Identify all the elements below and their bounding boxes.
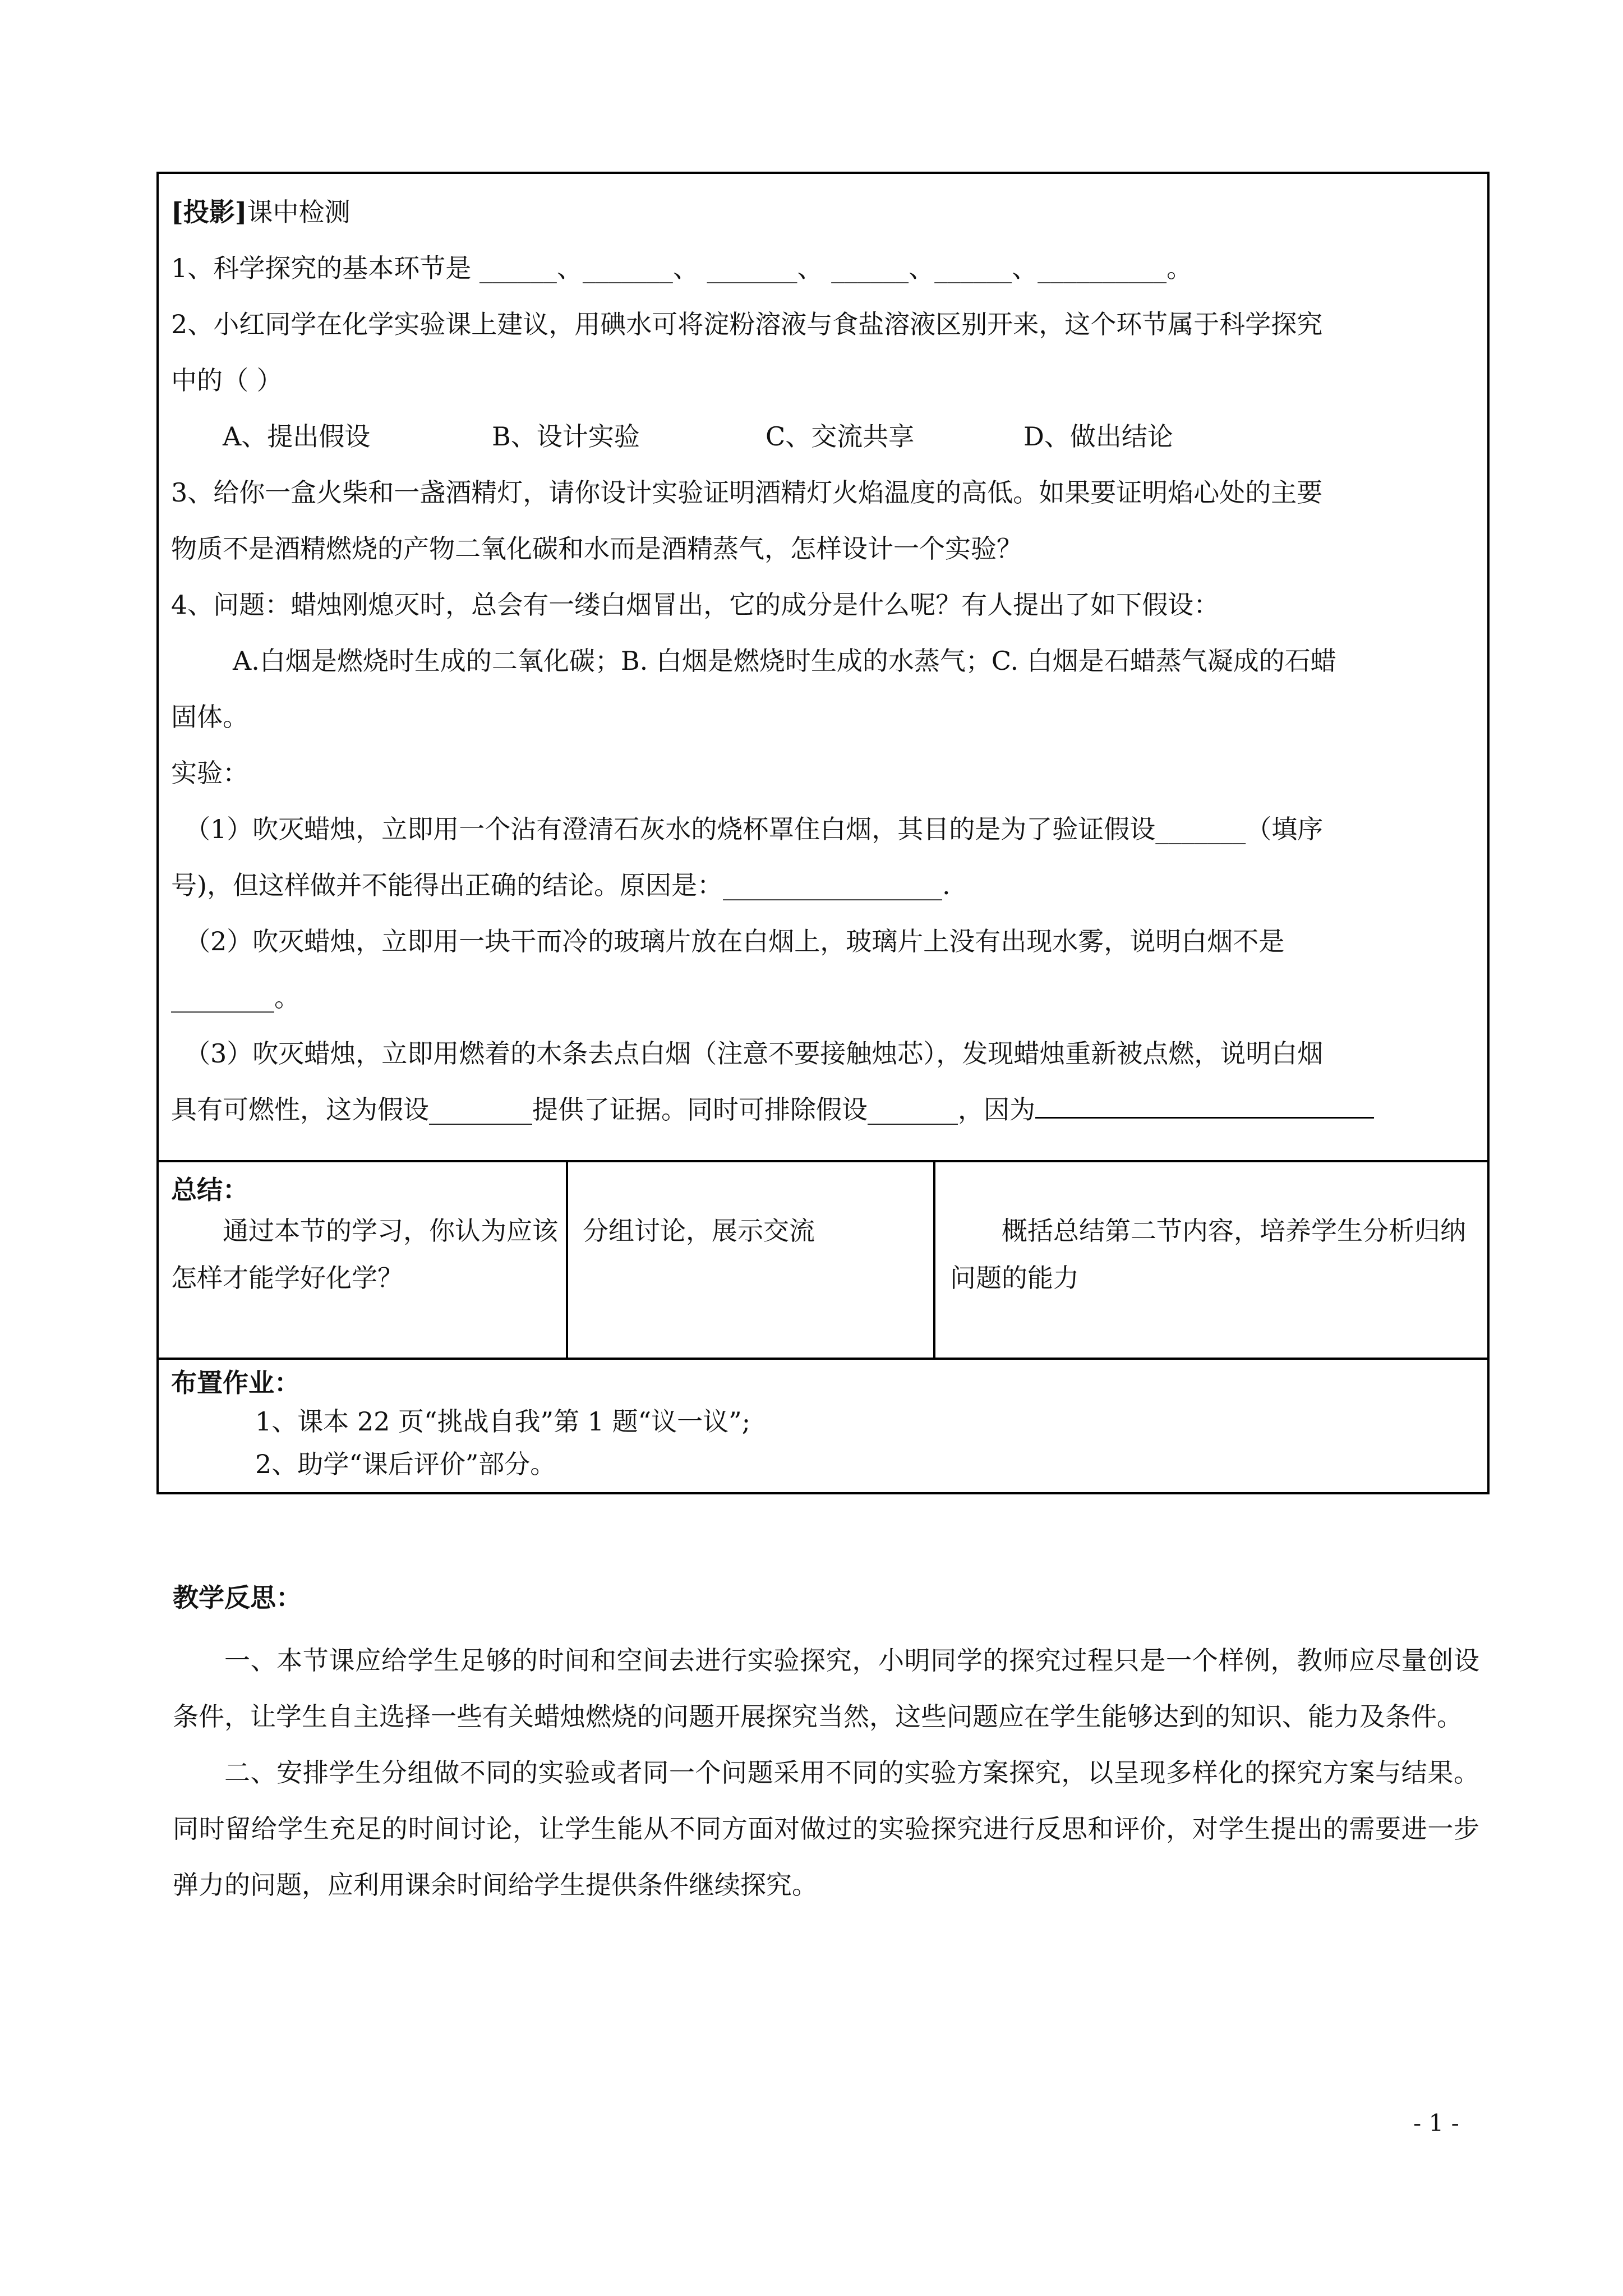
reflection-heading: 教学反思： bbox=[173, 1582, 302, 1613]
homework-item-1: 1、课本 22 页“挑战自我”第 1 题“议一议”; bbox=[255, 1406, 751, 1437]
in-class-test-cell bbox=[158, 173, 1488, 1161]
question-4-line-2: A.白烟是燃烧时生成的二氧化碳；B. 白烟是燃烧时生成的水蒸气；C. 白烟是石蜡蒸气凝成的石蜡 bbox=[233, 646, 1336, 676]
option-c: C、交流共享 bbox=[766, 421, 915, 452]
summary-question: 通过本节的学习，你认为应该怎样才能学好化学？ bbox=[171, 1216, 558, 1293]
test-heading-rest: 课中检测 bbox=[247, 197, 351, 227]
experiment-3-line-2-text: 具有可燃性，这为假设________提供了证据。同时可排除假设_______，因为 bbox=[171, 1094, 1035, 1125]
question-2-line-1: 2、小红同学在化学实验课上建议，用碘水可将淀粉溶液与食盐溶液区别开来，这个环节属于科学探究 bbox=[171, 309, 1323, 339]
experiment-label: 实验： bbox=[171, 758, 248, 788]
question-2-line-2: 中的（ ） bbox=[171, 365, 283, 395]
summary-middle-cell bbox=[567, 1161, 934, 1359]
summary-right-cell bbox=[934, 1161, 1488, 1359]
lesson-table bbox=[156, 172, 1490, 1494]
option-a: A、提出假设 bbox=[223, 421, 371, 452]
summary-purpose: 概括总结第二节内容，培养学生分析归纳问题的能力 bbox=[950, 1216, 1466, 1293]
homework-heading: 布置作业： bbox=[171, 1368, 300, 1398]
teaching-reflection bbox=[173, 1570, 1479, 1913]
experiment-3-line-2 bbox=[171, 1082, 1475, 1138]
question-2-options bbox=[171, 408, 1475, 464]
experiment-3-line-1: （3）吹灭蜡烛，立即用燃着的木条去点白烟（注意不要接触烛芯），发现蜡烛重新被点燃，说明白烟 bbox=[185, 1038, 1324, 1069]
question-4-line-3: 固体。 bbox=[171, 702, 248, 732]
page-number: - 1 - bbox=[1413, 2109, 1459, 2137]
experiment-1-line-1: （1）吹灭蜡烛，立即用一个沾有澄清石灰水的烧杯罩住白烟，其目的是为了验证假设_______（填序 bbox=[185, 814, 1324, 844]
test-heading bbox=[171, 184, 1475, 240]
summary-heading: 总结： bbox=[171, 1175, 248, 1205]
experiment-2-line-1: （2）吹灭蜡烛，立即用一块干而冷的玻璃片放在白烟上，玻璃片上没有出现水雾，说明白烟不是 bbox=[185, 926, 1285, 956]
homework-item-2: 2、助学“课后评价”部分。 bbox=[255, 1449, 556, 1479]
homework-cell bbox=[158, 1359, 1488, 1493]
summary-left-cell bbox=[158, 1161, 567, 1359]
question-3-line-2: 物质不是酒精燃烧的产物二氧化碳和水而是酒精蒸气，怎样设计一个实验？ bbox=[171, 533, 1022, 564]
experiment-1-line-2: 号)，但这样做并不能得出正确的结论。原因是：_________________. bbox=[171, 870, 951, 900]
answer-blank-line bbox=[1035, 1092, 1374, 1119]
question-1: 1、科学探究的基本环节是 ______、_______、 _______、 ______、______、__________。 bbox=[171, 253, 1193, 283]
question-3-line-1: 3、给你一盒火柴和一盏酒精灯，请你设计实验证明酒精灯火焰温度的高低。如果要证明焰心处的主要 bbox=[171, 477, 1323, 508]
test-heading-bracket: [投影] bbox=[171, 197, 247, 227]
reflection-paragraph-1: 一、本节课应给学生足够的时间和空间去进行实验探究，小明同学的探究过程只是一个样例，教师应尽量创设条件，让学生自主选择一些有关蜡烛燃烧的问题开展探究当然，这些问题应在学生能够达到的知识、能力及条件。 bbox=[173, 1645, 1479, 1732]
experiment-2-line-2: ________。 bbox=[171, 982, 300, 1013]
summary-activity: 分组讨论，展示交流 bbox=[583, 1216, 815, 1246]
reflection-paragraph-2: 二、安排学生分组做不同的实验或者同一个问题采用不同的实验方案探究，以呈现多样化的探究方案与结果。同时留给学生充足的时间讨论，让学生能从不同方面对做过的实验探究进行反思和评价，对学生提出的需要进一步弹力的问题，应利用课余时间给学生提供条件继续探究。 bbox=[173, 1757, 1479, 1900]
option-b: B、设计实验 bbox=[492, 421, 640, 452]
option-d: D、做出结论 bbox=[1023, 421, 1173, 452]
question-4-line-1: 4、问题：蜡烛刚熄灭时，总会有一缕白烟冒出，它的成分是什么呢？有人提出了如下假设： bbox=[171, 590, 1220, 620]
